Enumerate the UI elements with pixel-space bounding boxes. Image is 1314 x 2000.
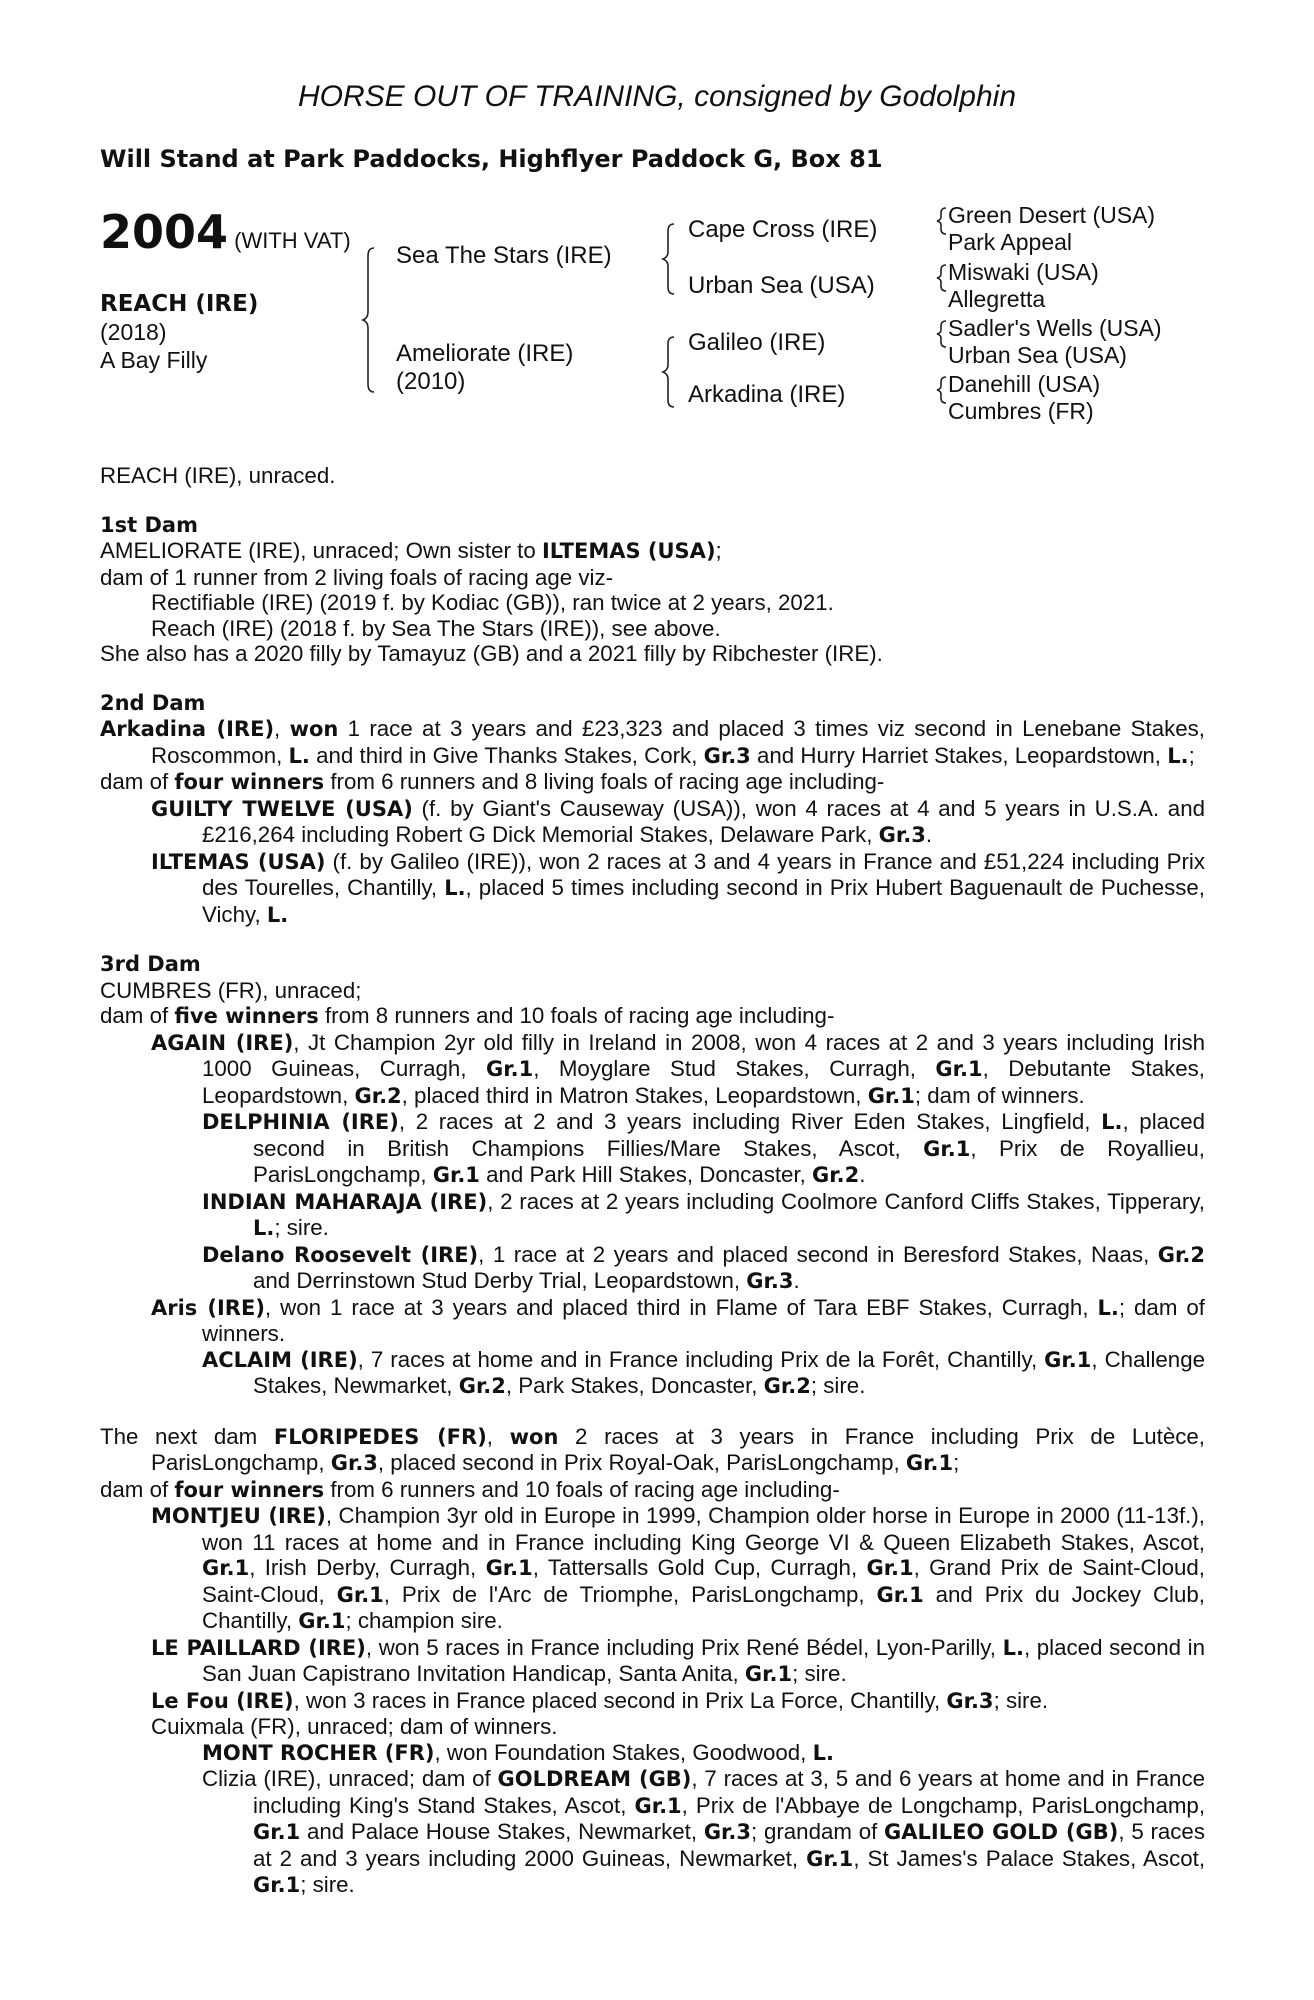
dam3-delano-roosevelt: Delano Roosevelt (IRE), 1 race at 2 years and placed second in Beresford Stakes, Naas, Gr.2 and Derrinstown Stud Derby Trial, Leopardstown, Gr.3. — [202, 1241, 1205, 1293]
ped-g3-6: Urban Sea (USA) — [948, 342, 1127, 368]
ped-g3-1: Green Desert (USA) — [948, 202, 1156, 228]
bracket-g3-3 — [937, 321, 946, 347]
next-dam-cuixmala: Cuixmala (FR), unraced; dam of winners. — [151, 1714, 558, 1739]
dam1-foal2: Reach (IRE) (2018 f. by Sea The Stars (IRE)), see above. — [151, 615, 721, 641]
bracket-dam-line — [663, 337, 674, 407]
horse-description: A Bay Filly — [100, 347, 208, 373]
ped-dam-sire: Galileo (IRE) — [688, 329, 826, 356]
dam3-again: AGAIN (IRE), Jt Champion 2yr old filly in Ireland in 2008, won 4 races at 2 and 3 years including Irish 1000 Guineas, Curragh, Gr.1, Moyglare Stud Stakes, Curragh, Gr.1, Debutante Stakes, Leopardstown, Gr.2, placed third in Matron Stakes, Leopardstown, Gr.1; dam of winners. — [151, 1029, 1205, 1108]
dam2-record: Arkadina (IRE), won 1 race at 3 years and £23,323 and placed 3 times viz second in Lenebane Stakes, Roscommon, L. and third in Give Thanks Stakes, Cork, Gr.3 and Hurry Harriet Stakes, Leopardstown, L.; — [100, 716, 1206, 768]
ped-g3-5: Sadler's Wells (USA) — [948, 315, 1162, 341]
dam3-heading: 3rd Dam — [100, 952, 201, 976]
dam1-heading: 1st Dam — [100, 512, 198, 537]
stand-location: Will Stand at Park Paddocks, Highflyer Paddock G, Box 81 — [100, 145, 883, 173]
ped-g3-4: Allegretta — [948, 286, 1046, 312]
dam2-guilty-twelve: GUILTY TWELVE (USA) (f. by Giant's Causeway (USA)), won 4 races at 4 and 5 years in U.S.A. and £216,264 including Robert G Dick Memorial Stakes, Delaware Park, Gr.3. — [151, 795, 1205, 847]
ped-g3-2: Park Appeal — [948, 229, 1073, 255]
horse-name: REACH (IRE) — [100, 291, 259, 317]
dam3-line1: CUMBRES (FR), unraced; — [100, 977, 362, 1003]
ped-sire: Sea The Stars (IRE) — [396, 242, 612, 269]
dam3-aclaim: ACLAIM (IRE), 7 races at home and in France including Prix de la Forêt, Chantilly, Gr.1, Challenge Stakes, Newmarket, Gr.2, Park Stakes, Doncaster, Gr.2; sire. — [202, 1346, 1205, 1398]
ped-dam-year: (2010) — [396, 368, 466, 395]
dam2-produce: dam of four winners from 6 runners and 8 living foals of racing age including- — [100, 769, 885, 794]
lot-vat: (WITH VAT) — [234, 228, 351, 253]
ped-dam: Ameliorate (IRE) — [396, 340, 574, 367]
dam3-indian-maharaja: INDIAN MAHARAJA (IRE), 2 races at 2 years including Coolmore Canford Cliffs Stakes, Tipperary, L.; sire. — [202, 1188, 1206, 1240]
bracket-g3-1 — [937, 208, 946, 234]
dam1-foal1: Rectifiable (IRE) (2019 f. by Kodiac (GB)), ran twice at 2 years, 2021. — [151, 590, 834, 615]
dam3-aris: Aris (IRE), won 1 race at 3 years and placed third in Flame of Tara EBF Stakes, Curragh, L.; dam of winners. — [151, 1294, 1205, 1346]
dam1-line2: dam of 1 runner from 2 living foals of racing age viz- — [100, 564, 614, 590]
horse-block — [100, 290, 258, 374]
catalogue-body — [100, 463, 1205, 1899]
dam2-iltemas: ILTEMAS (USA) (f. by Galileo (IRE)), won 2 races at 3 and 4 years in France and £51,224 including Prix des Tourelles, Chantilly, L., placed 5 times including second in Prix Hubert Baguenault de Puchesse, Vichy, L. — [151, 848, 1206, 927]
ped-dam-dam: Arkadina (IRE) — [688, 381, 846, 408]
bracket-sire-line — [663, 224, 674, 294]
next-dam-le-paillard: LE PAILLARD (IRE), won 5 races in France including Prix René Bédel, Lyon-Parilly, L., placed second in San Juan Capistrano Invitation Handicap, Santa Anita, Gr.1; sire. — [151, 1634, 1205, 1686]
next-dam-clizia: Clizia (IRE), unraced; dam of GOLDREAM (GB), 7 races at 3, 5 and 6 years at home and in France including King's Stand Stakes, Ascot, Gr.1, Prix de l'Abbaye de Longchamp, ParisLongchamp, Gr.1 and Palace House Stakes, Newmarket, Gr.3; grandam of GALILEO GOLD (GB), 5 races at 2 and 3 years including 2000 Guineas, Newmarket, Gr.1, St James's Palace Stakes, Ascot, Gr.1; sire. — [202, 1766, 1206, 1897]
ped-g3-7: Danehill (USA) — [948, 371, 1101, 397]
next-dam-mont-rocher: MONT ROCHER (FR), won Foundation Stakes, Goodwood, L. — [202, 1739, 834, 1765]
lot-header — [100, 205, 351, 259]
ped-sire-sire: Cape Cross (IRE) — [688, 216, 878, 243]
ped-sire-dam: Urban Sea (USA) — [688, 272, 875, 299]
next-dam-montjeu: MONTJEU (IRE), Champion 3yr old in Europe in 1999, Champion older horse in Europe in 2000 (11-13f.), won 11 races at home and in France including King George VI & Queen Elizabeth Stakes, Ascot, Gr.1, Irish Derby, Curragh, Gr.1, Tattersalls Gold Cup, Curragh, Gr.1, Grand Prix de Saint-Cloud, Saint-Cloud, Gr.1, Prix de l'Arc de Triomphe, ParisLongchamp, Gr.1 and Prix du Jockey Club, Chantilly, Gr.1; champion sire. — [151, 1503, 1205, 1633]
bracket-gen1 — [363, 248, 374, 392]
ped-g3-8: Cumbres (FR) — [948, 398, 1094, 424]
horse-year: (2018) — [100, 319, 167, 345]
dam1-note: She also has a 2020 filly by Tamayuz (GB) and a 2021 filly by Ribchester (IRE). — [100, 641, 883, 666]
dam2-heading: 2nd Dam — [100, 690, 206, 715]
summary: REACH (IRE), unraced. — [100, 463, 336, 488]
page-title: HORSE OUT OF TRAINING, consigned by Godolphin — [297, 80, 1017, 113]
dam3-delphinia: DELPHINIA (IRE), 2 races at 2 and 3 years including River Eden Stakes, Lingfield, L., placed second in British Champions Fillies/Mare Stakes, Ascot, Gr.1, Prix de Royallieu, ParisLongchamp, Gr.1 and Park Hill Stakes, Doncaster, Gr.2. — [202, 1109, 1206, 1187]
bracket-g3-2 — [937, 265, 946, 291]
next-dam-le-fou: Le Fou (IRE), won 3 races in France placed second in Prix La Force, Chantilly, Gr.3; sire. — [151, 1687, 1049, 1713]
next-dam-produce: dam of four winners from 6 runners and 10 foals of racing age including- — [100, 1476, 840, 1502]
ped-g3-3: Miswaki (USA) — [948, 259, 1099, 285]
lot-number: 2004 — [100, 205, 229, 259]
dam3-produce: dam of five winners from 8 runners and 10 foals of racing age including- — [100, 1003, 835, 1028]
next-dam-record: The next dam FLORIPEDES (FR), won 2 races at 3 years in France including Prix de Lutèce, ParisLongchamp, Gr.3, placed second in Prix Royal-Oak, ParisLongchamp, Gr.1; — [100, 1423, 1206, 1475]
dam1-line1: AMELIORATE (IRE), unraced; Own sister to ILTEMAS (USA); — [100, 538, 722, 563]
bracket-g3-4 — [937, 377, 946, 403]
